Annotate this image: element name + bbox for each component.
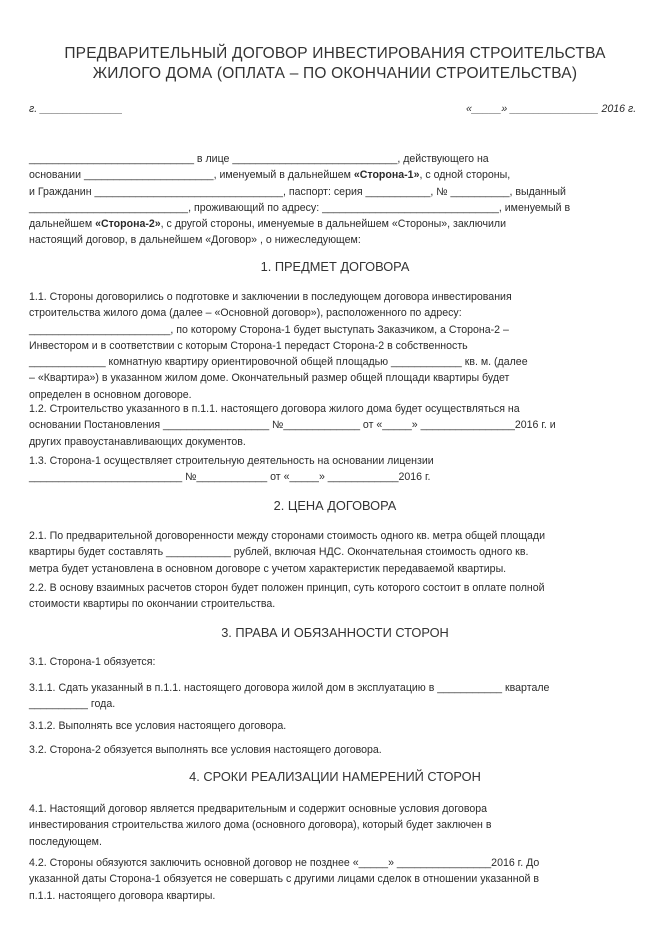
paragraph-line: 3.1. Сторона-1 обязуется: — [29, 656, 156, 668]
paragraph-1-1 — [29, 289, 641, 403]
paragraph-line: метра будет установлена в основном договоре с учетом характеристик передаваемой квартиры. — [29, 562, 507, 575]
paragraph-3-1 — [29, 654, 641, 670]
preamble-line: настоящий договор, в дальнейшем «Договор» , о нижеследующем: — [29, 234, 361, 247]
paragraph-line: строительства жилого дома (далее – «Основной договор»), расположенного по адресу: — [29, 307, 462, 320]
paragraph-line: 4.2. Стороны обязуются заключить основной договор не позднее «_____» ________________2016 г. До — [29, 857, 540, 869]
paragraph-line: 2.1. По предварительной договоренности между сторонами стоимость одного кв. метра общей площади — [29, 530, 546, 542]
paragraph-line: __________________________ №____________ от «_____» ____________2016 г. — [29, 471, 431, 484]
paragraph-line: – «Квартира») в указанном жилом доме. Окончательный размер общей площади квартиры будет — [29, 372, 510, 385]
paragraph-line: 3.1.1. Сдать указанный в п.1.1. настоящего договора жилой дом в эксплуатацию в ___________ квартале — [29, 682, 550, 694]
paragraph-3-1-2 — [29, 718, 641, 734]
paragraph-line: указанной даты Сторона-1 обязуется не совершать с другими лицами сделок в отношении указанной в — [29, 873, 539, 886]
paragraph-2-2 — [29, 580, 641, 613]
place-field: г. ______________ — [29, 103, 123, 115]
paragraph-line: 3.2. Сторона-2 обязуется выполнять все условия настоящего договора. — [29, 744, 382, 756]
section-heading-1: 1. ПРЕДМЕТ ДОГОВОРА — [260, 259, 410, 274]
preamble-line: основании ______________________, именуемый в дальнейшем «Сторона-1», с одной стороны, — [29, 169, 511, 182]
paragraph-line: 1.3. Сторона-1 осуществляет строительную деятельность на основании лицензии — [29, 455, 434, 467]
preamble-line: дальнейшем «Сторона-2», с другой стороны, именуемые в дальнейшем «Стороны», заключили — [29, 218, 506, 231]
paragraph-line: Инвестором и в соответствии с которым Сторона-1 передаст Сторона-2 в собственность — [29, 339, 468, 352]
paragraph-1-2 — [29, 401, 641, 450]
paragraph-line: _____________ комнатную квартиру ориентировочной общей площадью ____________ кв. м. (далее — [29, 356, 528, 369]
section-heading-4: 4. СРОКИ РЕАЛИЗАЦИИ НАМЕРЕНИЙ СТОРОН — [189, 769, 481, 784]
title-line-2: ЖИЛОГО ДОМА (ОПЛАТА – ПО ОКОНЧАНИИ СТРОИТЕЛЬСТВА) — [92, 65, 578, 82]
paragraph-1-3 — [29, 453, 641, 486]
paragraph-3-1-1 — [29, 680, 641, 713]
paragraph-line: п.1.1. настоящего договора квартиры. — [29, 889, 216, 902]
paragraph-line: 4.1. Настоящий договор является предварительным и содержит основные условия договора — [29, 803, 488, 815]
title-line-1: ПРЕДВАРИТЕЛЬНЫЙ ДОГОВОР ИНВЕСТИРОВАНИЯ СТРОИТЕЛЬСТВА — [64, 45, 606, 62]
paragraph-line: 2.2. В основу взаимных расчетов сторон будет положен принцип, суть которого состоит в оплате полной — [29, 582, 545, 594]
paragraph-line: 3.1.2. Выполнять все условия настоящего договора. — [29, 720, 287, 732]
paragraph-line: инвестирования строительства жилого дома (основного договора), который будет заключен в — [29, 819, 492, 832]
paragraph-2-1 — [29, 528, 641, 577]
preamble-line: ____________________________ в лице ____________________________, действующего на — [29, 153, 489, 165]
paragraph-line: 1.1. Стороны договорились о подготовке и заключении в последующем договора инвестирования — [29, 291, 512, 303]
paragraph-4-2 — [29, 855, 641, 904]
preamble-line: ___________________________, проживающий по адресу: ______________________________, именуемый в — [29, 201, 571, 214]
paragraph-3-2 — [29, 742, 641, 758]
paragraph-line: стоимости квартиры по окончании строительства. — [29, 598, 276, 611]
paragraph-line: __________ года. — [29, 698, 116, 711]
paragraph-line: определен в основном договоре. — [29, 388, 192, 401]
paragraph-4-1 — [29, 801, 641, 850]
document-title — [30, 44, 640, 84]
paragraph-line: основании Постановления __________________ №_____________ от «_____» ________________2016 г. и — [29, 419, 556, 432]
paragraph-line: квартиры будет составлять ___________ рублей, включая НДС. Окончательная стоимость одного кв. — [29, 546, 529, 559]
date-field: «_____» _______________ 2016 г. — [466, 103, 637, 115]
preamble-paragraph — [29, 151, 641, 249]
paragraph-line: других правоустанавливающих документов. — [29, 435, 246, 448]
paragraph-line: последующем. — [29, 835, 102, 848]
section-heading-2: 2. ЦЕНА ДОГОВОРА — [273, 498, 397, 513]
section-heading-3: 3. ПРАВА И ОБЯЗАННОСТИ СТОРОН — [221, 625, 449, 640]
paragraph-line: 1.2. Строительство указанного в п.1.1. настоящего договора жилого дома будет осуществляться на — [29, 403, 520, 415]
paragraph-line: ________________________, по которому Сторона-1 будет выступать Заказчиком, а Сторона-2 – — [29, 323, 509, 336]
preamble-line: и Гражданин ________________________________, паспорт: серия ___________, № __________, выданный — [29, 185, 566, 198]
